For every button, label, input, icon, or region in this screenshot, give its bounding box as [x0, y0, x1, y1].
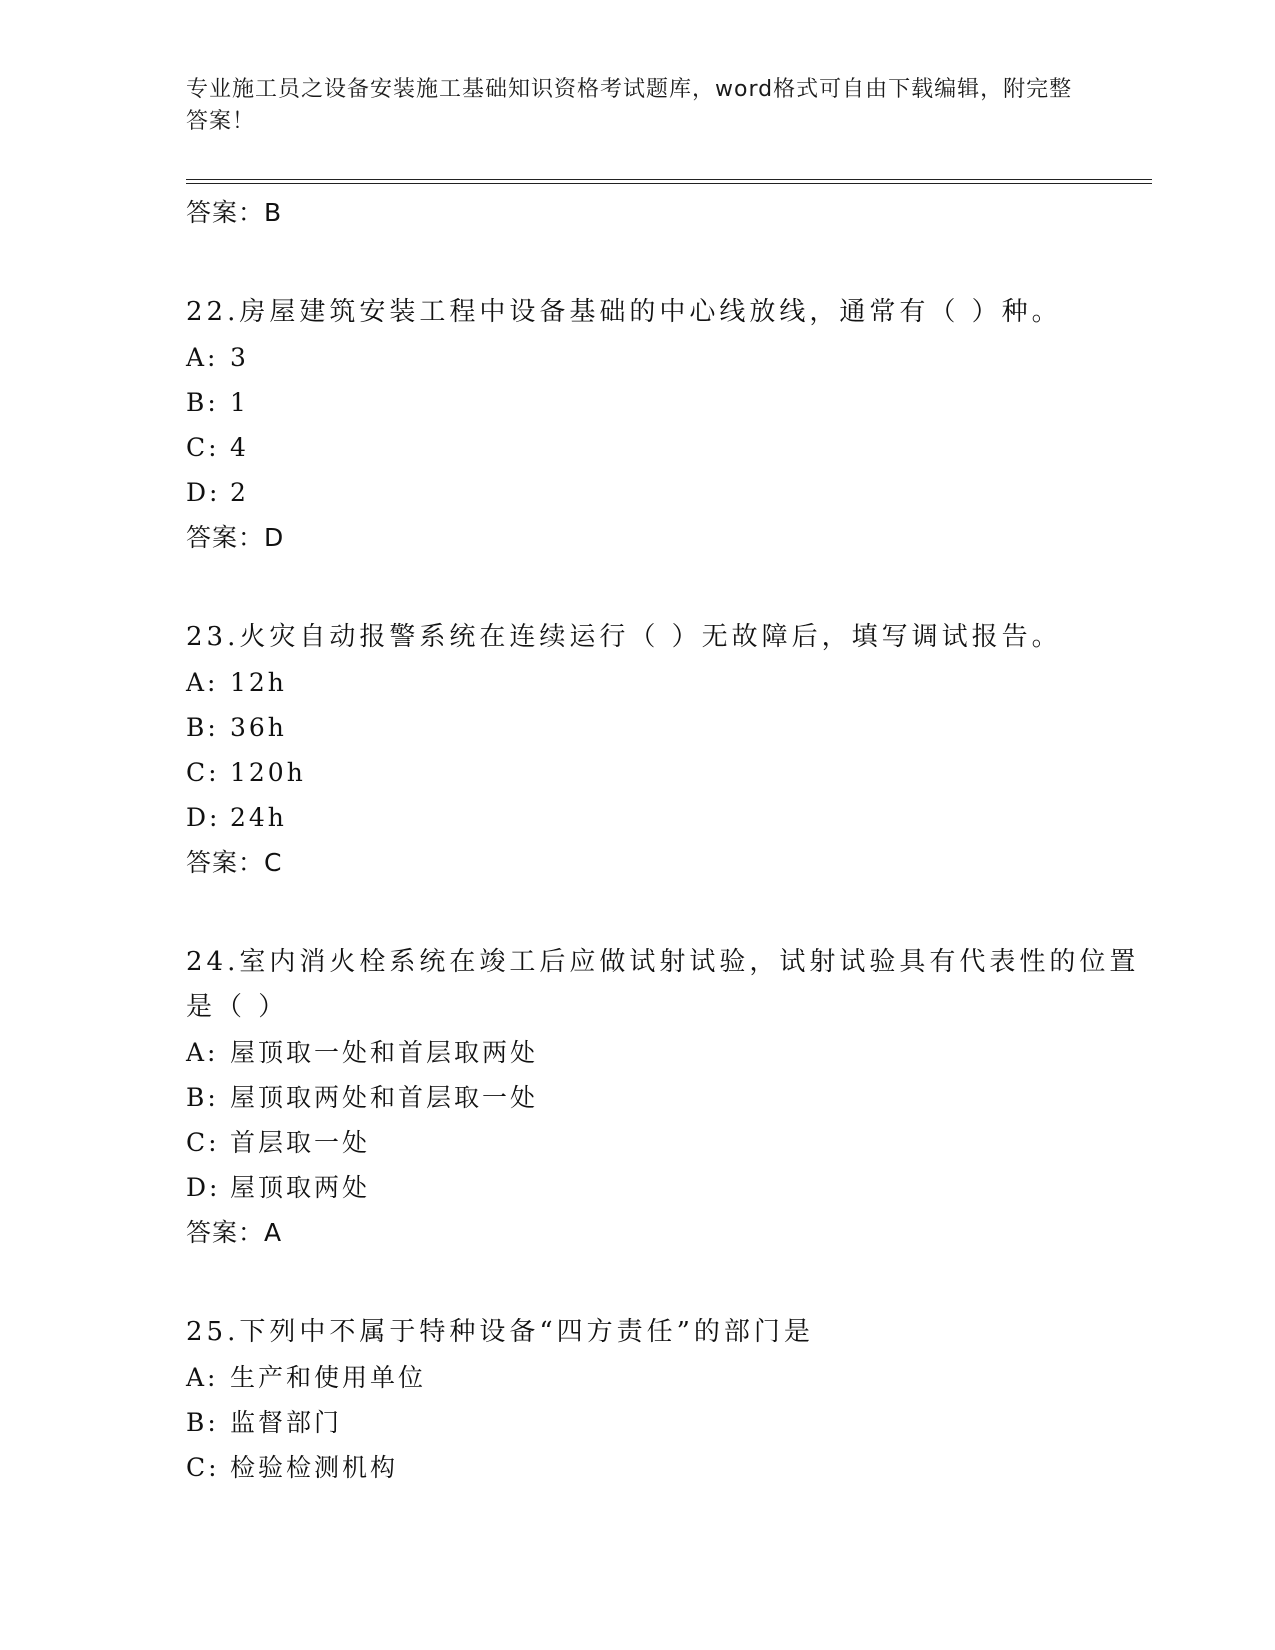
page-header: 专业施工员之设备安装施工基础知识资格考试题库，word格式可自由下载编辑，附完整答案！: [186, 77, 1073, 134]
option-b: [186, 705, 1146, 750]
header-rule-top: [186, 179, 1152, 180]
option-letter: B:: [186, 713, 219, 742]
answer-line: 答案：D: [186, 523, 285, 552]
question-block: [186, 290, 1146, 560]
question-text: 25.下列中不属于特种设备“四方责任”的部门是: [186, 1317, 814, 1347]
answer-line: 答案：C: [186, 848, 283, 877]
option-text: 24h: [230, 803, 287, 832]
question-list: [186, 190, 1146, 1490]
option-d: [186, 1165, 1146, 1210]
option-c: [186, 750, 1146, 795]
option-b: [186, 380, 1146, 425]
option-text: 屋顶取两处: [230, 1173, 371, 1202]
option-letter: D:: [186, 803, 221, 832]
option-letter: A:: [186, 1038, 219, 1067]
option-a: [186, 1355, 1146, 1400]
option-text: 检验检测机构: [230, 1453, 399, 1482]
option-letter: B:: [186, 388, 219, 417]
question-block: [186, 615, 1146, 885]
option-text: 屋顶取两处和首层取一处: [230, 1083, 539, 1112]
option-letter: A:: [186, 343, 219, 372]
option-c: [186, 1120, 1146, 1165]
option-letter: D:: [186, 1173, 221, 1202]
option-a: [186, 660, 1146, 705]
option-c: [186, 1445, 1146, 1490]
option-text: 监督部门: [230, 1408, 343, 1437]
option-text: 2: [230, 478, 249, 507]
option-b: [186, 1400, 1146, 1445]
option-letter: B:: [186, 1408, 219, 1437]
option-text: 4: [230, 433, 249, 462]
option-d: [186, 795, 1146, 840]
option-letter: D:: [186, 478, 221, 507]
option-a: [186, 335, 1146, 380]
option-text: 首层取一处: [230, 1128, 371, 1157]
option-text: 3: [230, 343, 249, 372]
option-letter: C:: [186, 1128, 220, 1157]
question-text: 22.房屋建筑安装工程中设备基础的中心线放线，通常有（ ）种。: [186, 297, 1062, 327]
option-text: 屋顶取一处和首层取两处: [230, 1038, 539, 1067]
option-d: [186, 470, 1146, 515]
option-text: 1: [230, 388, 249, 417]
question-text: 24.室内消火栓系统在竣工后应做试射试验，试射试验具有代表性的位置是（ ）: [186, 947, 1140, 1022]
option-c: [186, 425, 1146, 470]
answer-line: 答案：B: [186, 198, 283, 227]
option-text: 生产和使用单位: [230, 1363, 427, 1392]
option-a: [186, 1030, 1146, 1075]
question-block: [186, 940, 1146, 1255]
option-letter: A:: [186, 668, 219, 697]
question-block: [186, 1310, 1146, 1490]
option-letter: C:: [186, 433, 220, 462]
option-b: [186, 1075, 1146, 1120]
question-text: 23.火灾自动报警系统在连续运行（ ）无故障后，填写调试报告。: [186, 622, 1062, 652]
option-text: 120h: [230, 758, 306, 787]
option-text: 12h: [230, 668, 287, 697]
option-text: 36h: [230, 713, 287, 742]
header-rule-bottom: [186, 183, 1152, 184]
answer-line: 答案：A: [186, 1218, 283, 1247]
option-letter: B:: [186, 1083, 219, 1112]
option-letter: C:: [186, 1453, 220, 1482]
option-letter: C:: [186, 758, 220, 787]
option-letter: A:: [186, 1363, 219, 1392]
